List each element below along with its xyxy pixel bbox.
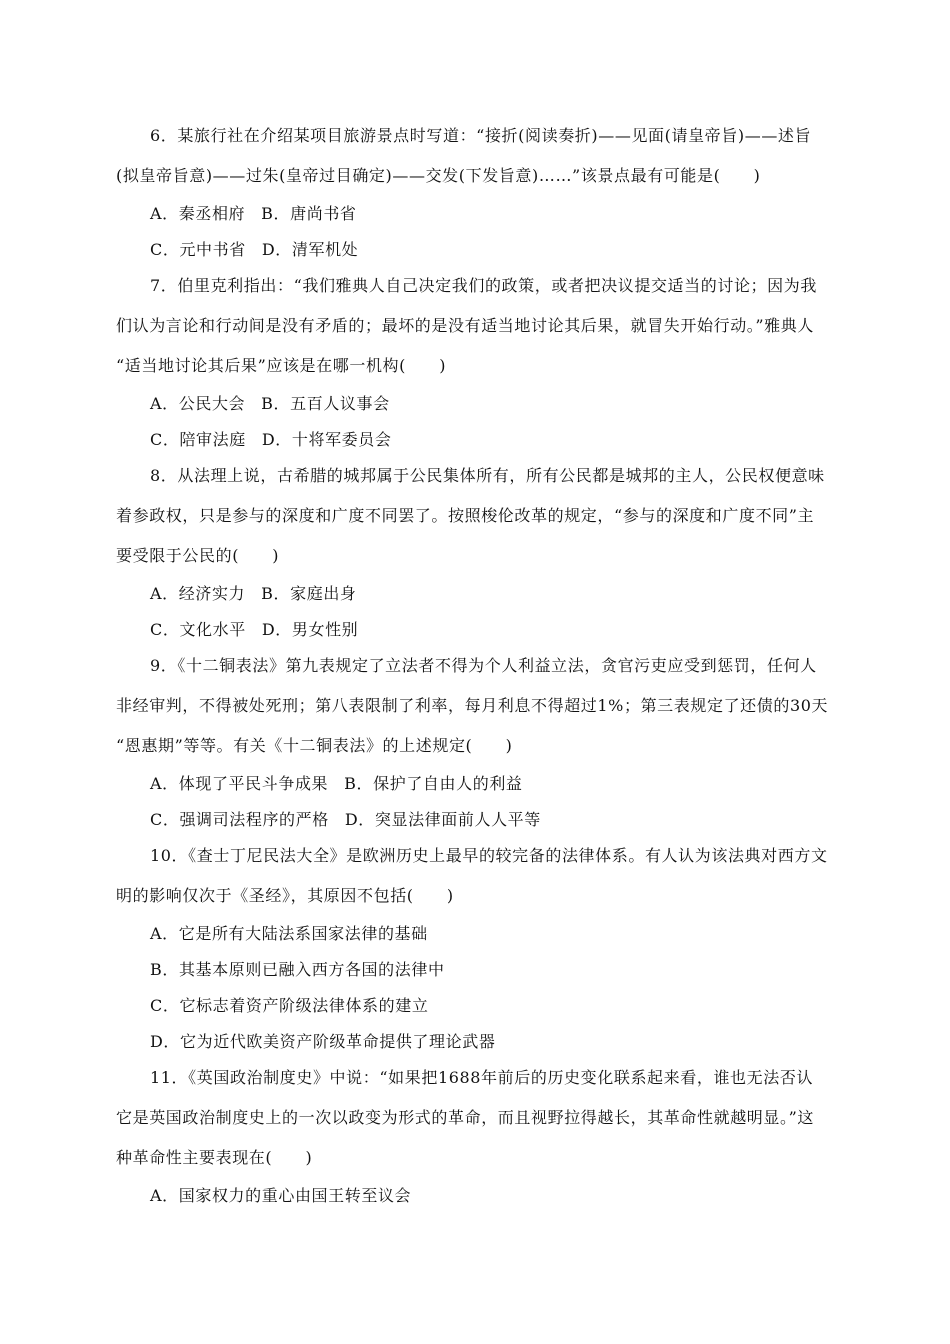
q7-option-c: C．陪审法庭 [150, 430, 246, 449]
q6-option-a: A．秦丞相府 [150, 204, 246, 223]
q9-option-a: A．体现了平民斗争成果 [150, 774, 329, 793]
q9-line-3: “恩惠期”等等。有关《十二铜表法》的上述规定( ) [116, 736, 513, 755]
q6-option-row-1 [150, 204, 357, 224]
q7-line-3: “适当地讨论其后果”应该是在哪一机构( ) [116, 356, 447, 375]
q10-line-2: 明的影响仅次于《圣经》，其原因不包括( ) [116, 886, 454, 905]
q8-option-b: B．家庭出身 [261, 584, 357, 603]
q6-option-row-2 [150, 240, 358, 260]
q11-line-3: 种革命性主要表现在( ) [116, 1148, 313, 1167]
q10-option-b: B．其基本原则已融入西方各国的法律中 [150, 960, 445, 979]
q7-option-row-1 [150, 394, 390, 414]
q8-option-d: D．男女性别 [261, 620, 359, 639]
q10-line-1: 10．《查士丁尼民法大全》是欧洲历史上最早的较完备的法律体系。有人认为该法典对西方文 [150, 846, 828, 865]
q7-option-a: A．公民大会 [150, 394, 246, 413]
q7-line-1: 7．伯里克利指出：“我们雅典人自己决定我们的政策，或者把决议提交适当的讨论；因为我 [150, 276, 817, 295]
q11-option-a: A．国家权力的重心由国王转至议会 [150, 1186, 412, 1205]
q9-option-d: D．突显法律面前人人平等 [344, 810, 541, 829]
q8-option-c: C．文化水平 [150, 620, 246, 639]
q11-line-2: 它是英国政治制度史上的一次以政变为形式的革命，而且视野拉得越长，其革命性就越明显。”这 [116, 1108, 814, 1127]
q8-option-row-2 [150, 620, 358, 640]
q9-line-1: 9．《十二铜表法》第九表规定了立法者不得为个人利益立法，贪官污吏应受到惩罚，任何人 [150, 656, 817, 675]
q6-option-c: C．元中书省 [150, 240, 246, 259]
q8-line-1: 8．从法理上说，古希腊的城邦属于公民集体所有，所有公民都是城邦的主人，公民权便意味 [150, 466, 825, 485]
q10-option-d: D．它为近代欧美资产阶级革命提供了理论武器 [150, 1032, 496, 1051]
q7-option-d: D．十将军委员会 [261, 430, 392, 449]
q7-option-b: B．五百人议事会 [261, 394, 390, 413]
q6-line-1: 6．某旅行社在介绍某项目旅游景点时写道：“接折(阅读奏折)——见面(请皇帝旨)——述旨 [150, 126, 812, 145]
q9-option-b: B．保护了自由人的利益 [344, 774, 523, 793]
q8-line-2: 着参政权，只是参与的深度和广度不同罢了。按照梭伦改革的规定，“参与的深度和广度不同”主 [116, 506, 815, 525]
q7-line-2: 们认为言论和行动间是没有矛盾的；最坏的是没有适当地讨论其后果，就冒失开始行动。”雅典人 [116, 316, 814, 335]
q11-line-1: 11．《英国政治制度史》中说：“如果把1688年前后的历史变化联系起来看，谁也无法否认 [150, 1068, 814, 1087]
q9-option-c: C．强调司法程序的严格 [150, 810, 329, 829]
q8-option-row-1 [150, 584, 357, 604]
q9-line-2: 非经审判，不得被处死刑；第八表限制了利率，每月利息不得超过1%；第三表规定了还债的30天 [116, 696, 829, 715]
q10-option-a: A．它是所有大陆法系国家法律的基础 [150, 924, 428, 943]
q6-option-b: B．唐尚书省 [261, 204, 357, 223]
q10-option-c: C．它标志着资产阶级法律体系的建立 [150, 996, 429, 1015]
q8-line-3: 要受限于公民的( ) [116, 546, 280, 565]
q8-option-a: A．经济实力 [150, 584, 246, 603]
q6-line-2: (拟皇帝旨意)——过朱(皇帝过目确定)——交发(下发旨意)……”该景点最有可能是( ) [116, 166, 761, 185]
q7-option-row-2 [150, 430, 391, 450]
q6-option-d: D．清军机处 [261, 240, 359, 259]
q9-option-row-1 [150, 774, 523, 794]
q9-option-row-2 [150, 810, 541, 830]
